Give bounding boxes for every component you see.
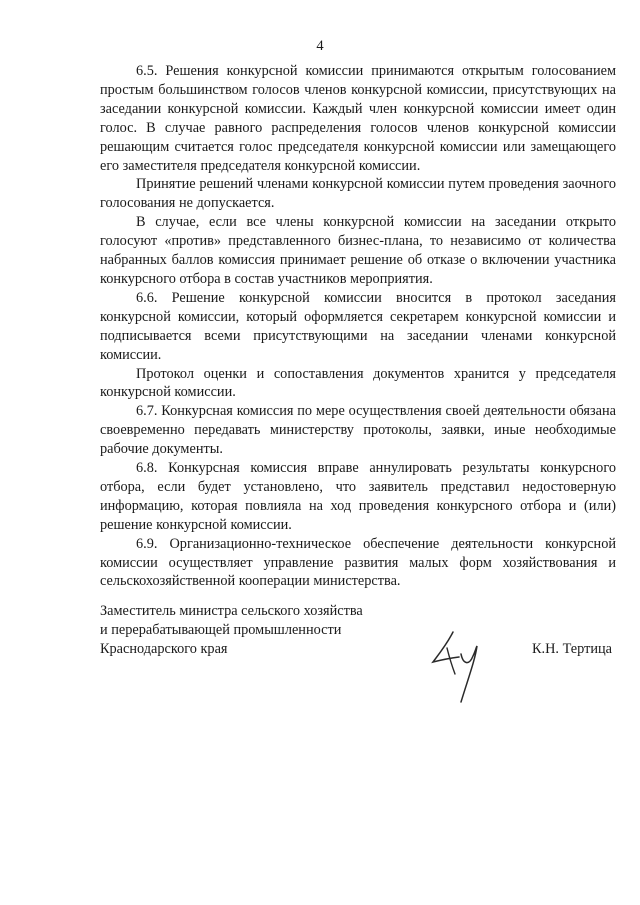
document-body (100, 62, 616, 591)
signatory-title-line: Заместитель министра сельского хозяйства (100, 603, 363, 619)
signatory-title-line: и перерабатывающей промышленности (100, 621, 342, 638)
signatory-title (100, 602, 363, 659)
paragraph-against-vote: В случае, если все члены конкурсной комиссии на заседании открыто голосуют «против» представленного бизнес-плана, то независимо от количества набранных баллов комиссия принимает решение об отказе о включении участника конкурсного отбора в состав участников мероприятия. (100, 214, 616, 287)
handwritten-signature (425, 618, 495, 704)
paragraph-6-5: 6.5. Решения конкурсной комиссии принимаются открытым голосованием простым большинством голосов членов конкурсной комиссии, присутствующих на заседании конкурсной комиссии. Каждый член конкурсной комиссии имеет один голос. В случае равного распределения голосов членов конкурсной комиссии решающим считается голос председателя конкурсной комиссии или замещающего его заместителя председателя конкурсной комиссии. (100, 63, 616, 174)
signatory-title-line: Краснодарского края (100, 640, 228, 657)
paragraph-6-6: 6.6. Решение конкурсной комиссии вносится в протокол заседания конкурсной комиссии, который оформляется секретарем конкурсной комиссии и подписывается всеми присутствующими на заседании членами конкурсной комиссии. (100, 289, 616, 363)
paragraph-protocol-storage: Протокол оценки и сопоставления документов хранится у председателя конкурсной комиссии. (100, 365, 616, 401)
paragraph-6-7: 6.7. Конкурсная комиссия по мере осуществления своей деятельности обязана своевременно передавать министерству протоколы, заявки, иные необходимые рабочие документы. (100, 403, 616, 458)
paragraph-6-8: 6.8. Конкурсная комиссия вправе аннулировать результаты конкурсного отбора, если будет установлено, что заявитель представил недостоверную информацию, которая повлияла на ход проведения конкурсного отбора и (или) решение конкурсной комиссии. (100, 460, 616, 533)
signatory-name: К.Н. Тертица (532, 641, 612, 657)
paragraph-6-9: 6.9. Организационно-техническое обеспечение деятельности конкурсной комиссии осуществляет управление развития малых форм хозяйствования и сельскохозяйственной кооперации министерства. (100, 535, 616, 590)
page-number: 4 (316, 38, 324, 54)
paragraph-absentee-voting: Принятие решений членами конкурсной комиссии путем проведения заочного голосования не допускается. (100, 176, 616, 212)
